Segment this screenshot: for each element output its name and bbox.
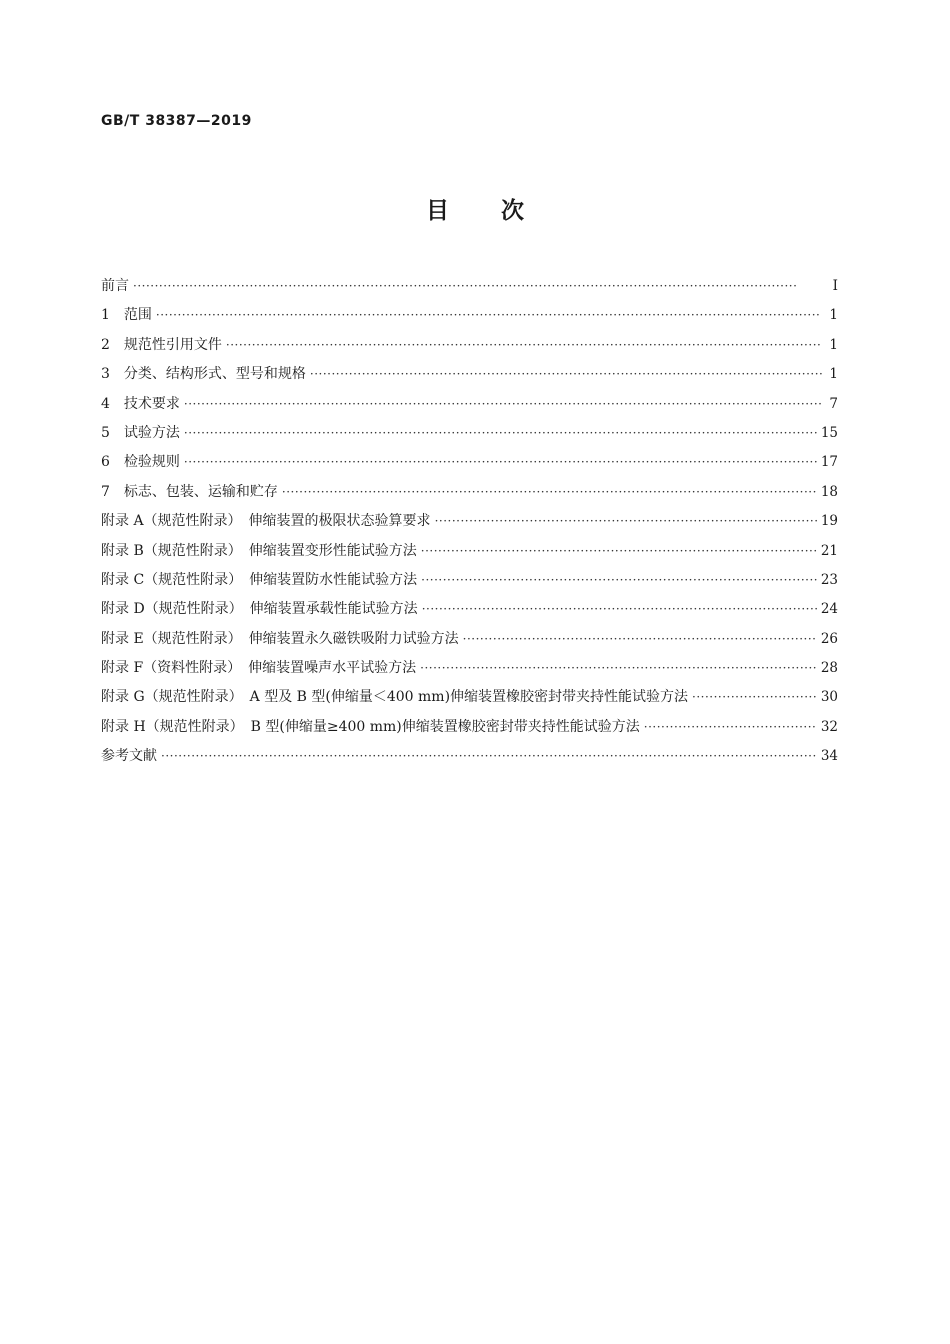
toc-leader-dots bbox=[421, 537, 817, 566]
toc-page-number: 30 bbox=[820, 689, 838, 706]
toc-entry-appendix-b[interactable] bbox=[101, 537, 838, 566]
toc-label: 1 范围 bbox=[101, 307, 152, 324]
toc-entry-appendix-d[interactable] bbox=[101, 595, 838, 624]
page-title bbox=[0, 192, 950, 225]
toc-entry-appendix-e[interactable] bbox=[101, 625, 838, 654]
page-title-char-2: 次 bbox=[501, 198, 524, 224]
toc-page-number: Ⅰ bbox=[832, 278, 838, 294]
toc-label: 附录 C（规范性附录） 伸缩装置防水性能试验方法 bbox=[101, 571, 418, 588]
toc-page-number: 1 bbox=[829, 366, 838, 383]
toc-page-number: 1 bbox=[829, 336, 838, 353]
page-title-char-1: 目 bbox=[426, 198, 449, 224]
toc-leader-dots bbox=[184, 390, 822, 419]
standard-code: GB/T 38387—2019 bbox=[101, 113, 252, 129]
toc-entry-4[interactable] bbox=[101, 390, 838, 419]
toc-leader-dots bbox=[692, 683, 817, 712]
toc-label: 附录 E（规范性附录） 伸缩装置永久磁铁吸附力试验方法 bbox=[101, 630, 459, 647]
toc-label: 附录 B（规范性附录） 伸缩装置变形性能试验方法 bbox=[101, 542, 417, 559]
toc-leader-dots bbox=[161, 742, 817, 771]
toc-leader-dots bbox=[463, 625, 817, 654]
toc-label: 6 检验规则 bbox=[101, 454, 180, 471]
toc-entry-3[interactable] bbox=[101, 360, 838, 389]
toc-page-number: 19 bbox=[820, 513, 838, 530]
toc-label: 附录 H（规范性附录） B 型(伸缩量≥400 mm)伸缩装置橡胶密封带夹持性能试验方法 bbox=[101, 718, 640, 735]
toc-leader-dots bbox=[226, 331, 822, 360]
toc-entry-appendix-a[interactable] bbox=[101, 507, 838, 536]
toc-leader-dots bbox=[184, 419, 817, 448]
toc-label: 2 规范性引用文件 bbox=[101, 336, 222, 353]
toc-entry-appendix-g[interactable] bbox=[101, 683, 838, 712]
toc-page-number: 23 bbox=[820, 571, 838, 588]
toc-page-number: 32 bbox=[820, 718, 838, 735]
toc-entry-references[interactable] bbox=[101, 742, 838, 771]
toc-leader-dots bbox=[644, 713, 817, 742]
toc-label: 附录 D（规范性附录） 伸缩装置承载性能试验方法 bbox=[101, 601, 418, 618]
toc-leader-dots bbox=[310, 360, 822, 389]
toc-page-number: 26 bbox=[820, 630, 838, 647]
toc-page-number: 17 bbox=[820, 454, 838, 471]
toc-entry-foreword[interactable] bbox=[101, 272, 838, 301]
toc-entry-appendix-c[interactable] bbox=[101, 566, 838, 595]
toc-entry-5[interactable] bbox=[101, 419, 838, 448]
toc-entry-appendix-f[interactable] bbox=[101, 654, 838, 683]
toc-page-number: 21 bbox=[820, 542, 838, 559]
toc-leader-dots bbox=[133, 272, 822, 301]
toc-label: 4 技术要求 bbox=[101, 395, 180, 412]
toc-page-number: 28 bbox=[820, 660, 838, 677]
toc-page-number: 7 bbox=[829, 395, 838, 412]
toc-label: 5 试验方法 bbox=[101, 424, 180, 441]
toc-entry-appendix-h[interactable] bbox=[101, 713, 838, 742]
toc-entry-1[interactable] bbox=[101, 301, 838, 330]
toc-label: 附录 F（资料性附录） 伸缩装置噪声水平试验方法 bbox=[101, 660, 417, 677]
toc-leader-dots bbox=[156, 301, 822, 330]
toc-leader-dots bbox=[435, 507, 817, 536]
toc-leader-dots bbox=[421, 566, 817, 595]
toc-entry-6[interactable] bbox=[101, 448, 838, 477]
toc-entry-7[interactable] bbox=[101, 478, 838, 507]
toc-page-number: 15 bbox=[820, 424, 838, 441]
toc-leader-dots bbox=[282, 478, 817, 507]
toc-label: 3 分类、结构形式、型号和规格 bbox=[101, 366, 306, 383]
toc-leader-dots bbox=[184, 448, 817, 477]
toc-label: 附录 A（规范性附录） 伸缩装置的极限状态验算要求 bbox=[101, 513, 431, 530]
toc-page-number: 24 bbox=[820, 601, 838, 618]
toc-page-number: 34 bbox=[820, 748, 838, 765]
toc-page-number: 18 bbox=[820, 483, 838, 500]
toc-leader-dots bbox=[422, 595, 817, 624]
toc-entry-2[interactable] bbox=[101, 331, 838, 360]
toc-label: 参考文献 bbox=[101, 748, 157, 765]
toc-leader-dots bbox=[420, 654, 817, 683]
toc-label: 前言 bbox=[101, 278, 129, 294]
toc-label: 附录 G（规范性附录） A 型及 B 型(伸缩量＜400 mm)伸缩装置橡胶密封带夹持性能试验方法 bbox=[101, 689, 689, 706]
toc-label: 7 标志、包装、运输和贮存 bbox=[101, 483, 278, 500]
table-of-contents bbox=[101, 272, 838, 772]
toc-page-number: 1 bbox=[829, 307, 838, 324]
